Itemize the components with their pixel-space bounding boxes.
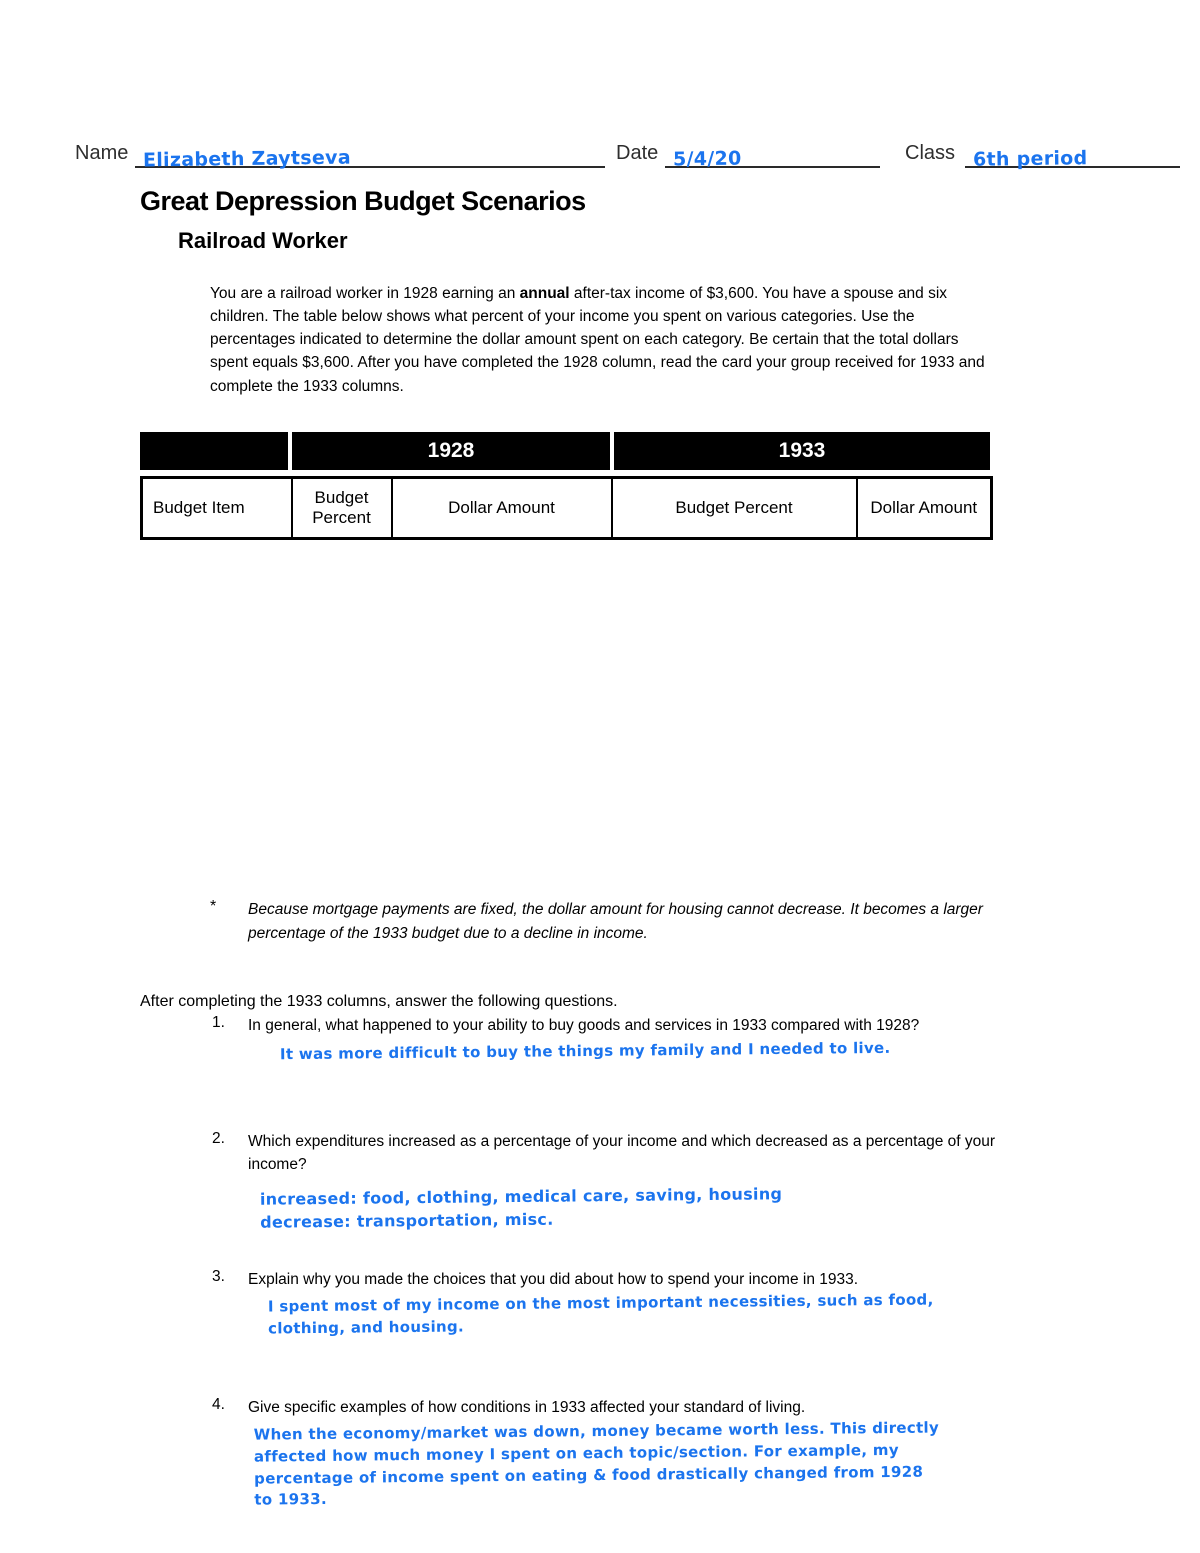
name-date-class-row [75,138,1125,172]
question-4-handwritten-answer: When the economy/market was down, money became worth less. This directly affected how much money I spent on each topic/section. For example, my percentage of income spent on eating & food drastically changed from 1928 to 1933. [253,1418,940,1510]
section-title: Railroad Worker [178,228,348,253]
question-4-number: 4. [212,1396,225,1413]
after-instruction: After completing the 1933 columns, answer the following questions. [140,993,618,1010]
year-header-1933: 1933 [614,432,990,470]
name-handwritten-value: Elizabeth Zaytseva [142,146,352,172]
date-handwritten-value: 5/4/20 [672,147,742,171]
col-header-budget-percent-1933: Budget Percent [612,478,857,539]
footnote-text: Because mortgage payments are fixed, the dollar amount for housing cannot decrease. It becomes a larger percentage of the 1933 budget due to a decline in income. [248,901,983,943]
budget-table [140,476,993,540]
question-3-number: 3. [212,1268,225,1285]
question-3 [212,1268,1012,1337]
question-2-number: 2. [212,1130,225,1147]
date-label: Date [616,142,659,164]
question-4-text: Give specific examples of how conditions in 1933 affected your standard of living. [248,1399,806,1416]
question-2 [212,1130,1012,1231]
page-title: Great Depression Budget Scenarios [140,186,586,216]
col-header-budget-item: Budget Item [142,478,292,539]
intro-bold-word: annual [519,284,570,302]
year-header-blank [140,432,288,470]
question-1 [212,1014,1012,1063]
col-header-budget-percent-1928: Budget Percent [292,478,392,539]
year-header-bar [140,432,990,470]
name-label: Name [75,142,129,164]
col-header-dollar-amount-1933: Dollar Amount [857,478,992,539]
question-2-handwritten-answer: increased: food, clothing, medical care, saving, housing decrease: transportation, misc. [259,1183,783,1232]
question-1-number: 1. [212,1014,225,1031]
class-label: Class [905,142,956,164]
question-1-handwritten-answer: It was more difficult to buy the things my family and I needed to live. [279,1039,891,1064]
date-field [665,138,880,171]
question-1-text: In general, what happened to your ability to buy goods and services in 1933 compared with 1928? [248,1017,920,1034]
col-header-dollar-amount-1928: Dollar Amount [392,478,612,539]
column-header-row [142,478,992,539]
intro-part1: You are a railroad worker in 1928 earning an [210,284,520,302]
footnote-asterisk: * [210,898,217,915]
question-4 [212,1396,1012,1508]
class-handwritten-value: 6th period [972,147,1088,171]
name-field [135,138,605,172]
class-field [965,138,1180,171]
question-2-text: Which expenditures increased as a percentage of your income and which decreased as a percentage of your income? [248,1133,996,1174]
year-header-1928: 1928 [292,432,610,470]
housing-footnote [210,898,1000,946]
question-3-handwritten-answer: I spent most of my income on the most important necessities, such as food, clothing, and housing. [267,1290,934,1338]
question-3-text: Explain why you made the choices that you did about how to spend your income in 1933. [248,1271,859,1288]
intro-paragraph [210,282,992,398]
intro-part2: after-tax income of $3,600. You have a spouse and six children. The table below shows what percent of your income you spent on various categories. Use the percentages indicated to determine the dollar amount spent on each category. Be certain that the total dollars spent equals $3,600. After you have completed the 1928 column, read the card your group received for 1933 and complete the 1933 columns. [210,284,985,395]
